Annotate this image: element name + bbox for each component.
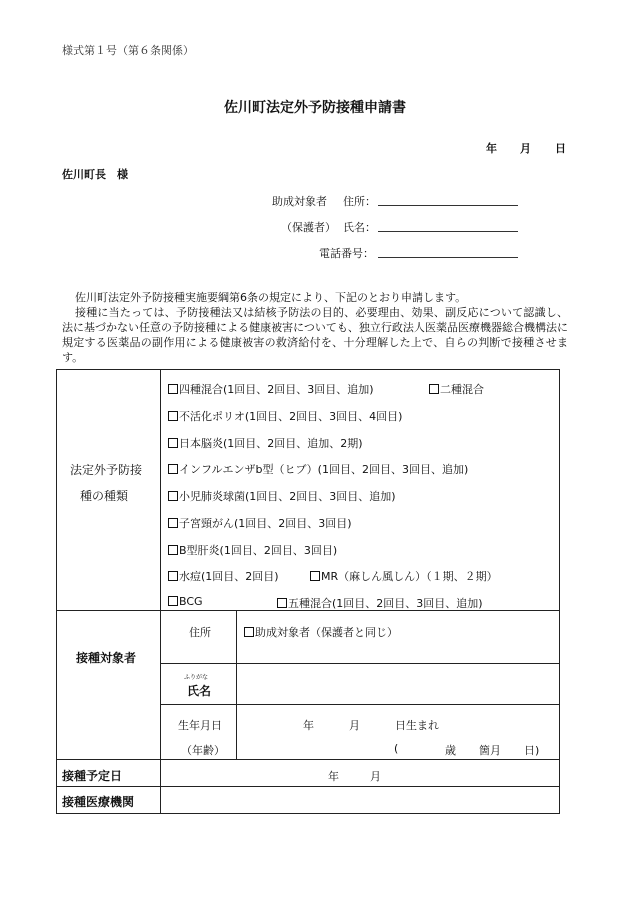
vaccine-option-je[interactable] [168,435,363,451]
checkbox-icon[interactable] [168,438,178,448]
checkbox-icon[interactable] [429,384,439,394]
target-person-label: 接種対象者 [76,651,137,665]
dob-label: 生年月日 [178,719,222,732]
vaccine-hepb-label: B型肝炎(1回目、2回目、3回目) [179,544,338,557]
vaccine-dual-label: 二種混合 [440,383,484,396]
dob-month-label: 月 [349,719,360,732]
vaccine-option-varicella[interactable] [168,568,279,584]
table-row-divider-address [160,663,560,664]
age-label: （年齢） [181,744,225,757]
checkbox-icon[interactable] [168,491,178,501]
vaccine-ipv-label: 不活化ポリオ(1回目、2回目、3回目、4回目) [179,410,403,423]
date-day-label: 日 [555,142,566,155]
guardian-label: （保護者） [281,221,336,234]
checkbox-icon[interactable] [168,571,178,581]
date-year-label: 年 [486,142,497,155]
applicant-address-field[interactable] [378,205,518,206]
scheduled-year-label: 年 [328,770,339,783]
table-row-divider-name [160,704,560,705]
scheduled-month-label: 月 [370,770,381,783]
applicant-name-label: 氏名： [343,221,376,234]
vaccine-option-pcv[interactable] [168,488,396,504]
form-number: 様式第１号（第６条関係） [62,44,194,57]
declaration-paragraph-2: 接種に当たっては、予防接種法又は結核予防法の目的、必要理由、効果、副反応について認識し、法に基づかない任意の予防接種による健康被害についても、独立行政法人医薬品医療機器総合機構法に規定する医薬品の副作用による健康被害の救済給付を、十分理解した上で、自らの判断で接種させます。 [62,306,568,364]
vaccine-type-label-line2: 種の種類 [80,489,129,503]
vaccine-penta-label: 五種混合(1回目、2回目、3回目、追加) [288,597,483,610]
vaccine-option-hib[interactable] [168,461,468,477]
table-border-top [56,369,560,370]
applicant-phone-label: 電話番号： [319,247,374,260]
checkbox-icon[interactable] [168,464,178,474]
table-border-right [559,369,560,814]
checkbox-icon[interactable] [168,411,178,421]
vaccine-mr-label: MR（麻しん風しん）（１期、２期） [321,570,498,583]
institution-label: 接種医療機関 [62,795,135,809]
dob-born-label: 日生まれ [395,719,439,732]
table-border-bottom [56,813,560,814]
vaccine-option-penta[interactable] [277,595,483,611]
vaccine-bcg-label: BCG [179,595,203,608]
application-table [56,369,560,814]
table-divider-sublabel-col [236,610,237,760]
checkbox-icon[interactable] [168,518,178,528]
vaccine-varicella-label: 水痘(1回目、2回目) [179,570,279,583]
vaccine-option-ipv[interactable] [168,408,402,424]
table-border-left [56,369,57,814]
vaccine-hib-label: インフルエンザb型（ヒブ）(1回目、2回目、3回目、追加) [179,463,469,476]
declaration-text [62,290,568,365]
applicant-address-label: 住所： [343,195,376,208]
target-address-label: 住所 [189,626,211,639]
checkbox-icon[interactable] [168,596,178,606]
age-years-label: 歳 [445,744,456,757]
vaccine-je-label: 日本脳炎(1回目、2回目、追加、2期) [179,437,363,450]
applicant-phone-field[interactable] [378,257,518,258]
table-divider-label-col [160,369,161,814]
furigana-label: ふりがな [184,674,209,681]
checkbox-icon[interactable] [168,384,178,394]
dob-year-label: 年 [303,719,314,732]
vaccine-type-label-line1: 法定外予防接 [70,463,143,477]
vaccine-option-dual[interactable] [429,381,484,397]
checkbox-icon[interactable] [310,571,320,581]
age-months-label: 箇月 [479,744,501,757]
vaccine-option-quad[interactable] [168,381,374,397]
vaccine-option-mr[interactable] [310,568,498,584]
vaccine-quad-label: 四種混合(1回目、2回目、3回目、追加) [179,383,374,396]
applicant-role-label: 助成対象者 [272,195,327,208]
same-as-applicant-label: 助成対象者（保護者と同じ） [255,626,398,639]
declaration-paragraph-1: 佐川町法定外予防接種実施要綱第6条の規定により、下記のとおり申請します。 [75,291,467,304]
table-row-divider-schedule [56,786,560,787]
vaccine-option-hepb[interactable] [168,542,337,558]
date-month-label: 月 [520,142,531,155]
checkbox-icon[interactable] [244,627,254,637]
vaccine-hpv-label: 子宮頸がん(1回目、2回目、3回目) [179,517,352,530]
table-row-divider-target [56,759,560,760]
checkbox-icon[interactable] [168,545,178,555]
vaccine-pcv-label: 小児肺炎球菌(1回目、2回目、3回目、追加) [179,490,396,503]
addressee: 佐川町長 様 [62,168,128,181]
page-title: 佐川町法定外予防接種申請書 [224,100,406,116]
target-name-label: 氏名 [187,684,212,698]
age-days-label: 日) [524,744,540,757]
applicant-name-field[interactable] [378,231,518,232]
checkbox-icon[interactable] [277,598,287,608]
age-open-paren: ( [394,742,399,755]
vaccine-option-hpv[interactable] [168,515,352,531]
vaccine-option-bcg[interactable] [168,595,203,608]
scheduled-date-label: 接種予定日 [62,769,123,783]
same-as-applicant-option[interactable] [244,624,398,640]
